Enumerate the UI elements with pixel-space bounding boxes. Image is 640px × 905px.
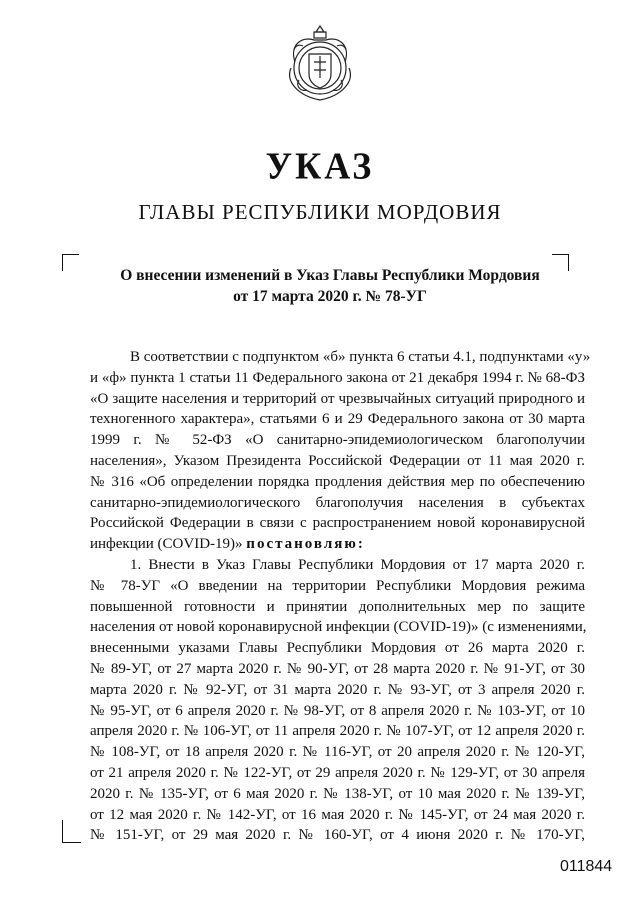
page-corner-mark	[62, 820, 81, 843]
body-line	[90, 534, 585, 555]
body-line: «О защите населения и территорий от чрезвычайных ситуаций природного и	[90, 390, 585, 407]
body-line: апреля 2020 г. № 106-УГ, от 11 апреля 2020 г. № 107-УГ, от 12 апреля 2020 г.	[90, 723, 585, 740]
body-line: марта 2020 г. № 92-УГ, от 31 марта 2020 г. № 93-УГ, от 3 апреля 2020 г.	[90, 681, 585, 698]
body-line: от 12 мая 2020 г. № 142-УГ, от 16 мая 2020 г. № 145-УГ, от 24 мая 2020 г.	[90, 806, 585, 823]
body-line: В соответствии с подпунктом «б» пункта 6 статьи 4.1, подпунктами «у»	[130, 349, 591, 365]
body-line: № 151-УГ, от 29 мая 2020 г. № 160-УГ, от 4 июня 2020 г. № 170-УГ,	[90, 827, 585, 844]
coat-of-arms-emblem	[281, 22, 359, 104]
body-line: повышенной готовности и принятии дополнительных мер по защите	[90, 598, 585, 615]
body-line: № 316 «Об определении порядка продления действия мер по обеспечению	[90, 473, 585, 490]
heading-line: О внесении изменений в Указ Главы Республики Мордовия	[120, 267, 540, 284]
document-body	[90, 347, 591, 846]
heading-corner-bracket	[62, 254, 79, 271]
body-line: Российской Федерации в связи с распространением новой коронавирусной	[90, 515, 585, 532]
document-type-title: УКАЗ	[265, 145, 375, 187]
body-line: № 89-УГ, от 27 марта 2020 г. № 90-УГ, от 28 марта 2020 г. № 91-УГ, от 30	[90, 660, 585, 677]
decree-word: постановляю:	[246, 536, 365, 553]
issuer-subtitle: ГЛАВЫ РЕСПУБЛИКИ МОРДОВИЯ	[138, 200, 502, 224]
body-line: № 95-УГ, от 6 апреля 2020 г. № 98-УГ, от 8 апреля 2020 г. № 103-УГ, от 10	[90, 702, 585, 719]
document-heading	[100, 265, 560, 307]
document-serial-number: 011844	[560, 858, 613, 875]
body-line: 1999 г. № 52-ФЗ «О санитарно-эпидемиологическом благополучии	[90, 432, 585, 449]
body-line: санитарно-эпидемиологического благополучия населения в субъектах	[90, 494, 585, 511]
body-line: 2020 г. № 135-УГ, от 6 мая 2020 г. № 138-УГ, от 10 мая 2020 г. № 139-УГ,	[90, 785, 585, 802]
body-line: от 21 апреля 2020 г. № 122-УГ, от 29 апреля 2020 г. № 129-УГ, от 30 апреля	[90, 764, 585, 781]
body-line: 1. Внести в Указ Главы Республики Мордовия от 17 марта 2020 г.	[130, 556, 585, 573]
body-line: № 78-УГ «О введении на территории Республики Мордовия режима	[90, 577, 585, 594]
body-line: населения», Указом Президента Российской Федерации от 11 мая 2020 г.	[90, 452, 585, 469]
body-line: № 108-УГ, от 18 апреля 2020 г. № 116-УГ, от 20 апреля 2020 г. № 120-УГ,	[90, 744, 585, 761]
body-line: и «ф» пункта 1 статьи 11 Федерального закона от 21 декабря 1994 г. № 68-ФЗ	[90, 369, 585, 386]
body-line: населения от новой коронавирусной инфекции (COVID-19)» (с изменениями,	[90, 619, 587, 636]
body-line: техногенного характера», статьями 6 и 29 Федерального закона от 30 марта	[90, 411, 585, 428]
heading-line: от 17 марта 2020 г. № 78-УГ	[233, 288, 427, 305]
body-line-text: инфекции (COVID-19)»	[90, 536, 243, 553]
body-line: внесенными указами Главы Республики Мордовия от 26 марта 2020 г.	[90, 640, 585, 657]
